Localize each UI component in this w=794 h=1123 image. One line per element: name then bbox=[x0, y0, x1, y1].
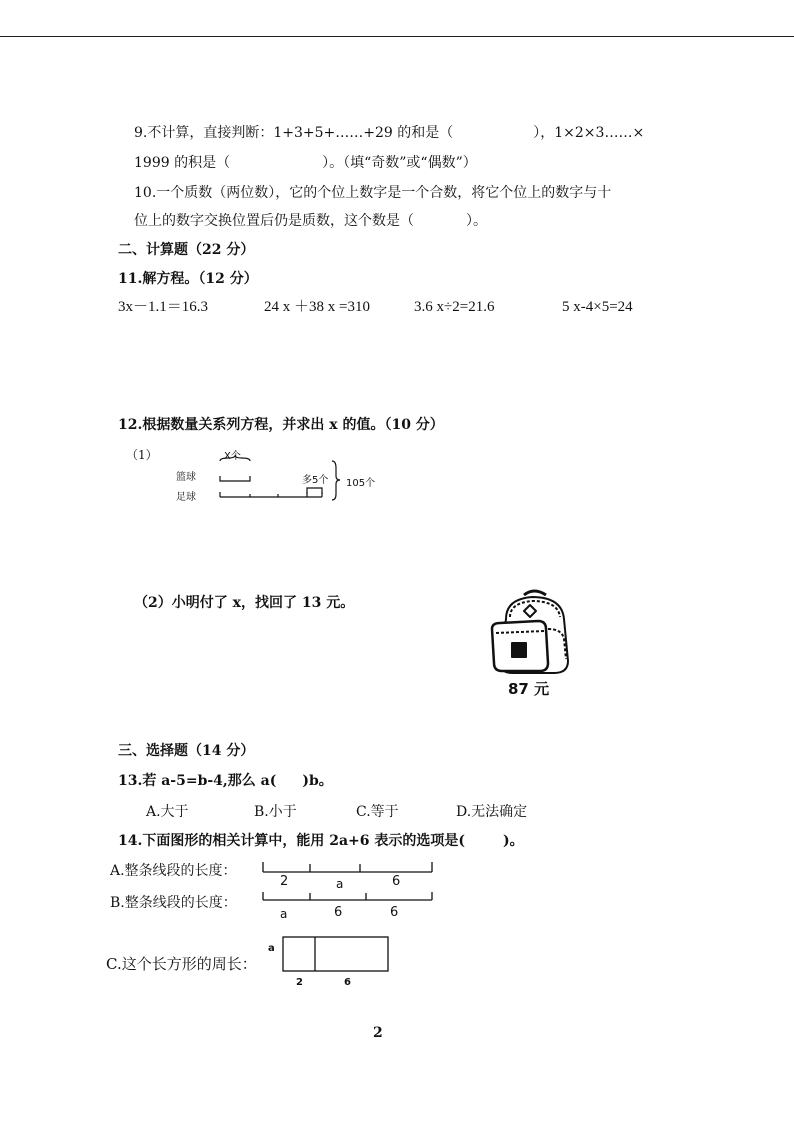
q9-text-a: 9.不计算，直接判断：1+3+5+……+29 的和是（ bbox=[134, 125, 454, 141]
q10-line2 bbox=[134, 212, 487, 230]
price-label: 87 元 bbox=[508, 680, 550, 698]
backpack-icon bbox=[488, 589, 580, 679]
x-brace bbox=[220, 456, 250, 461]
diagram-basketball-label: 篮球 bbox=[176, 472, 196, 483]
q12-part1-label: （1） bbox=[126, 448, 158, 462]
section2-title: 二、计算题（22 分） bbox=[118, 242, 255, 258]
option-a-seg-1: 2 bbox=[280, 874, 289, 889]
q14-text-a: 14.下面图形的相关计算中，能用 2a+6 表示的选项是( bbox=[118, 833, 466, 849]
option-b-seg-1: a bbox=[280, 907, 288, 921]
q13-option-d[interactable]: D.无法确定 bbox=[456, 804, 528, 820]
q9-line1 bbox=[134, 124, 644, 142]
diagram-more-label: 多5个 bbox=[302, 475, 329, 486]
q9-text-b: ），1×2×3……× bbox=[533, 125, 645, 141]
q14-text-b: )。 bbox=[503, 833, 524, 849]
diagram-x-label: X个 bbox=[224, 451, 241, 462]
equation-1: 3x－1.1＝16.3 bbox=[118, 299, 209, 315]
equation-3: 3.6 x÷2=21.6 bbox=[414, 299, 495, 315]
option-c-bottom-2: 6 bbox=[344, 977, 351, 988]
diagram-football-label: 足球 bbox=[176, 492, 196, 503]
q10-line1: 10.一个质数（两位数），它的个位上数字是一个合数，将它个位上的数字与十 bbox=[134, 185, 612, 201]
q14-option-a-label[interactable]: A.整条线段的长度： bbox=[110, 863, 237, 879]
q14-title bbox=[118, 832, 524, 850]
q13-option-c[interactable]: C.等于 bbox=[356, 804, 399, 820]
q10-text-b: ）。 bbox=[466, 213, 487, 229]
option-c-rectangle bbox=[282, 936, 390, 974]
option-b-segment bbox=[262, 890, 434, 906]
q9-line2 bbox=[134, 154, 477, 172]
total-brace bbox=[332, 461, 340, 500]
q13-text-a: 13.若 a-5=b-4,那么 a( bbox=[118, 773, 277, 789]
option-b-seg-2: 6 bbox=[334, 905, 343, 920]
q14-option-b-label[interactable]: B.整条线段的长度： bbox=[110, 895, 237, 911]
basketball-bar bbox=[220, 476, 250, 481]
q13-option-a[interactable]: A.大于 bbox=[146, 804, 189, 820]
header-rule bbox=[0, 36, 794, 37]
q9-text-c: 1999 的积是（ bbox=[134, 155, 231, 171]
q13-text-b: )b。 bbox=[302, 773, 333, 789]
q12-title: 12.根据数量关系列方程，并求出 x 的值。（10 分） bbox=[118, 417, 444, 433]
option-b-seg-3: 6 bbox=[390, 905, 399, 920]
diagram-total-label: 105个 bbox=[346, 478, 376, 489]
q14-option-c-label[interactable]: C.这个长方形的周长： bbox=[106, 955, 257, 973]
q9-text-d: ）。（填“奇数”或“偶数”） bbox=[322, 155, 477, 171]
section3-title: 三、选择题（14 分） bbox=[118, 743, 255, 759]
equation-4: 5 x-4×5=24 bbox=[562, 299, 633, 315]
option-c-bottom-1: 2 bbox=[296, 977, 303, 988]
bar-diagram bbox=[210, 456, 350, 506]
option-c-side-label: a bbox=[268, 943, 275, 954]
q10-text-a: 位上的数字交换位置后仍是质数，这个数是（ bbox=[134, 213, 414, 229]
page-number: 2 bbox=[373, 1025, 383, 1041]
option-a-seg-3: 6 bbox=[392, 874, 401, 889]
equation-2: 24 x ＋38 x =310 bbox=[264, 299, 370, 315]
q13-option-b[interactable]: B.小于 bbox=[254, 804, 297, 820]
more-bracket bbox=[307, 488, 322, 494]
q11-title: 11.解方程。（12 分） bbox=[118, 271, 258, 287]
option-a-seg-2: a bbox=[336, 877, 344, 891]
q12-part2: （2）小明付了 x，找回了 13 元。 bbox=[134, 595, 355, 611]
q13-title bbox=[118, 772, 333, 790]
